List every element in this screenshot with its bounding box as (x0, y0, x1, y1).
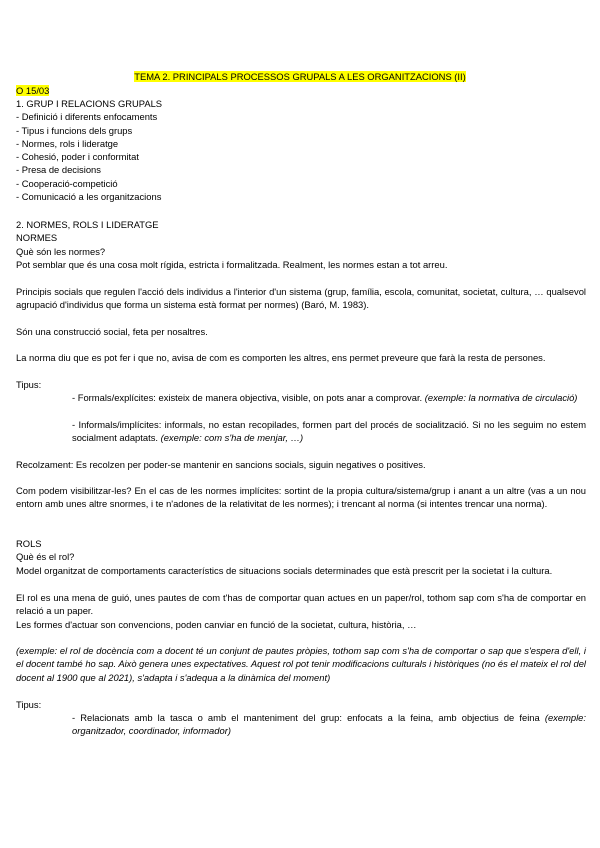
section1 (16, 97, 586, 203)
list-item: - Normes, rols i lideratge (16, 137, 119, 149)
example-text: (exemple: com s'ha de menjar, …) (160, 432, 304, 444)
normes-tipus-label: Tipus: (16, 379, 42, 390)
rols-tipus-label: Tipus: (16, 699, 42, 710)
normes-tipus-1: - Formals/explícites: existeix de manera objectiva, visible, on pots anar a comprovar. (exemple: la normativa de circulació) (72, 392, 578, 403)
section2-heading: 2. NORMES, ROLS I LIDERATGE (16, 219, 159, 230)
example-text: (exemple: la normativa de circulació) (424, 392, 578, 403)
normes-paragraph-5: Recolzament: Es recolzen per poder-se mantenir en sancions socials, siguin negatives o positives. (16, 459, 426, 470)
normes-paragraph-6: Com podem visibilitzar-les? En el cas de les normes implícites: sortint de la propia cultura/sistema/grup i anant a un altre (vas a un nou entorn amb unes altre snormes, i te n'adones de la relativitat de les normes); i trencant al norma (si intentes trencar una norma). (16, 485, 586, 510)
example-text: (exemple: organitzador, coordinador, informador) (72, 712, 586, 737)
list-item: - Tipus i funcions dels grups (16, 124, 133, 136)
list-item: - Definició i diferents enfocaments (16, 111, 158, 123)
normes-paragraph-3: Són una construcció social, feta per nosaltres. (16, 326, 208, 337)
normes-paragraph-2: Principis socials que regulen l'acció dels individus a l'interior d'un sistema (grup, família, escola, comunitat, societat, cultura, … qualsevol agrupació d'individus que forma un sistema està format per normes) (Baró, M. 1983). (16, 286, 586, 311)
list-item: - Cohesió, poder i conformitat (16, 151, 139, 163)
rols-tipus-1: - Relacionats amb la tasca o amb el manteniment del grup: enfocats a la feina, amb objectius de feina (exemple: organitzador, coordinador, informador) (72, 712, 586, 737)
rols-paragraph-3: Les formes d'actuar son convencions, poden canviar en funció de la societat, cultura, història, … (16, 619, 417, 630)
rols-question: Què és el rol? (16, 551, 75, 563)
normes-heading: NORMES (16, 232, 58, 244)
normes-tipus-2: - Informals/implícites: informals, no estan recopilades, formen part del procés de socialització. Si no les seguim no estem socialment adaptats. (exemple: com s'ha de menjar, …) (72, 419, 586, 444)
rols-heading: ROLS (16, 538, 42, 549)
document-title: TEMA 2. PRINCIPALS PROCESSOS GRUPALS A LES ORGANITZACIONS (II) (134, 71, 466, 82)
list-item: - Comunicació a les organitzacions (16, 191, 162, 203)
list-item: - Presa de decisions (16, 164, 101, 176)
normes-question: Què són les normes? (16, 245, 106, 257)
list-item: - Cooperació-competició (16, 177, 118, 189)
rols-paragraph-2: El rol es una mena de guió, unes pautes de com t'has de comportar quan actues en un paper/rol, tothom sap com s'ha de comportar en relació a un paper. (16, 592, 586, 617)
normes-paragraph-4: La norma diu que es pot fer i que no, avisa de com es comporten les altres, ens permet preveure que farà la resta de persones. (16, 352, 546, 363)
section2-header (16, 218, 586, 271)
document-title-row (0, 70, 600, 83)
rols-example: (exemple: el rol de docència com a docent té un conjunt de pautes pròpies, tothom sap com s'ha de comportar o sap que s'espera d'ell, i el docent també ho sap. Això genera unes expectatives. Aquest rol pot tenir modificacions culturals i històriques (no és el mateix el rol del docent al 1900 que al 2021), s'adapta i s'adequa a la dinàmica del moment) (16, 645, 586, 683)
date-line (16, 84, 586, 97)
rols-paragraph-1: Model organitzat de comportaments característics de situacions socials determinades que està prescrit per la societat i la cultura. (16, 565, 553, 576)
normes-paragraph-1: Pot semblar que és una cosa molt rígida, estricta i formalitzada. Realment, les normes estan a tot arreu. (16, 258, 448, 270)
rols-header (16, 537, 586, 564)
section1-heading: 1. GRUP I RELACIONS GRUPALS (16, 98, 163, 109)
date-label: O 15/03 (16, 85, 50, 96)
